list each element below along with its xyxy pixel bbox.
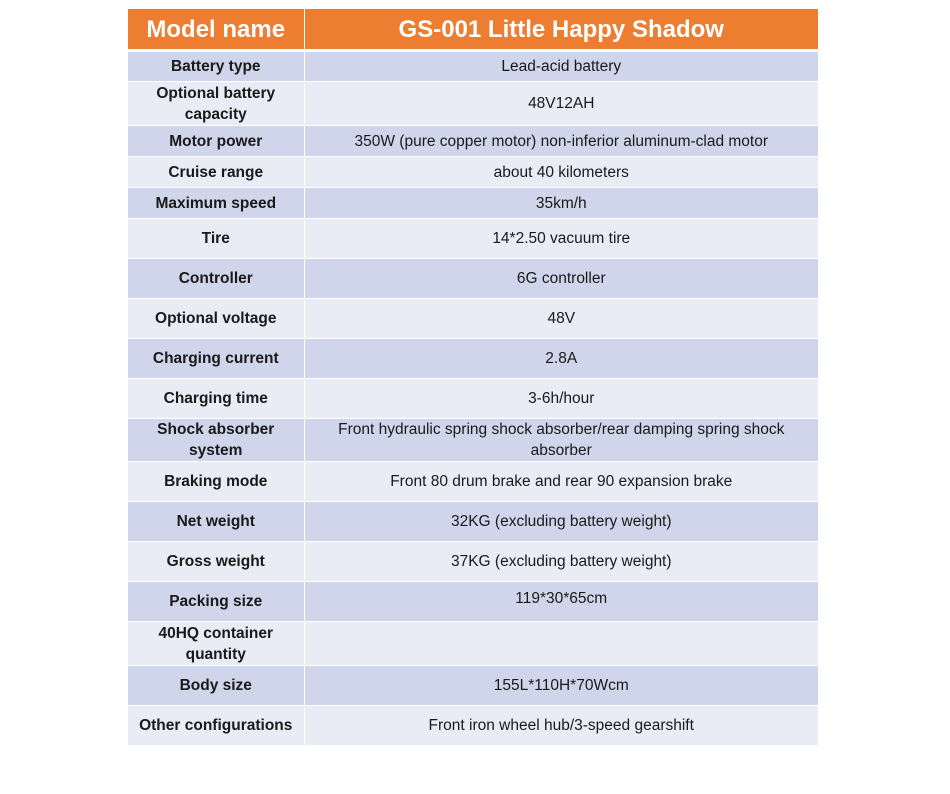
table-row	[128, 219, 818, 259]
table-row	[128, 419, 818, 462]
spec-name: Gross weight	[128, 542, 304, 582]
spec-name: Braking mode	[128, 462, 304, 502]
spec-name: Tire	[128, 219, 304, 259]
spec-value: 2.8A	[304, 339, 818, 379]
spec-name: Optional voltage	[128, 299, 304, 339]
table-row	[128, 157, 818, 188]
spec-value: 350W (pure copper motor) non-inferior aluminum-clad motor	[304, 126, 818, 157]
table-row	[128, 622, 818, 666]
spec-name: Optional battery capacity	[128, 82, 304, 126]
spec-name: Charging time	[128, 379, 304, 419]
spec-value: 48V12AH	[304, 82, 818, 126]
table-row	[128, 502, 818, 542]
table-row	[128, 339, 818, 379]
table-row	[128, 379, 818, 419]
table-row	[128, 299, 818, 339]
table-row	[128, 706, 818, 746]
header-model-value: GS-001 Little Happy Shadow	[304, 9, 818, 51]
table-row	[128, 126, 818, 157]
spec-value: 119*30*65cm	[304, 582, 818, 622]
table-row	[128, 462, 818, 502]
spec-value: Front hydraulic spring shock absorber/rear damping spring shock absorber	[304, 419, 818, 462]
table-row	[128, 51, 818, 82]
spec-value: 6G controller	[304, 259, 818, 299]
spec-value: 14*2.50 vacuum tire	[304, 219, 818, 259]
table-row	[128, 582, 818, 622]
spec-name: Packing size	[128, 582, 304, 622]
spec-value: 155L*110H*70Wcm	[304, 666, 818, 706]
spec-value: about 40 kilometers	[304, 157, 818, 188]
spec-value: 37KG (excluding battery weight)	[304, 542, 818, 582]
spec-name: Battery type	[128, 51, 304, 82]
table-row	[128, 666, 818, 706]
spec-name: Net weight	[128, 502, 304, 542]
table-row	[128, 542, 818, 582]
table-header-row	[128, 9, 818, 51]
spec-name: Controller	[128, 259, 304, 299]
spec-name: Cruise range	[128, 157, 304, 188]
spec-value: Lead-acid battery	[304, 51, 818, 82]
spec-name: 40HQ container quantity	[128, 622, 304, 666]
spec-value: Front iron wheel hub/3-speed gearshift	[304, 706, 818, 746]
spec-value: Front 80 drum brake and rear 90 expansion brake	[304, 462, 818, 502]
spec-table	[128, 9, 818, 746]
spec-name: Other configurations	[128, 706, 304, 746]
table-row	[128, 82, 818, 126]
spec-value	[304, 622, 818, 666]
spec-name: Body size	[128, 666, 304, 706]
table-row	[128, 188, 818, 219]
spec-value: 35km/h	[304, 188, 818, 219]
spec-value: 48V	[304, 299, 818, 339]
spec-name: Maximum speed	[128, 188, 304, 219]
table-row	[128, 259, 818, 299]
spec-name: Shock absorber system	[128, 419, 304, 462]
spec-value: 3-6h/hour	[304, 379, 818, 419]
header-label: Model name	[128, 9, 304, 51]
spec-name: Charging current	[128, 339, 304, 379]
spec-value: 32KG (excluding battery weight)	[304, 502, 818, 542]
spec-name: Motor power	[128, 126, 304, 157]
